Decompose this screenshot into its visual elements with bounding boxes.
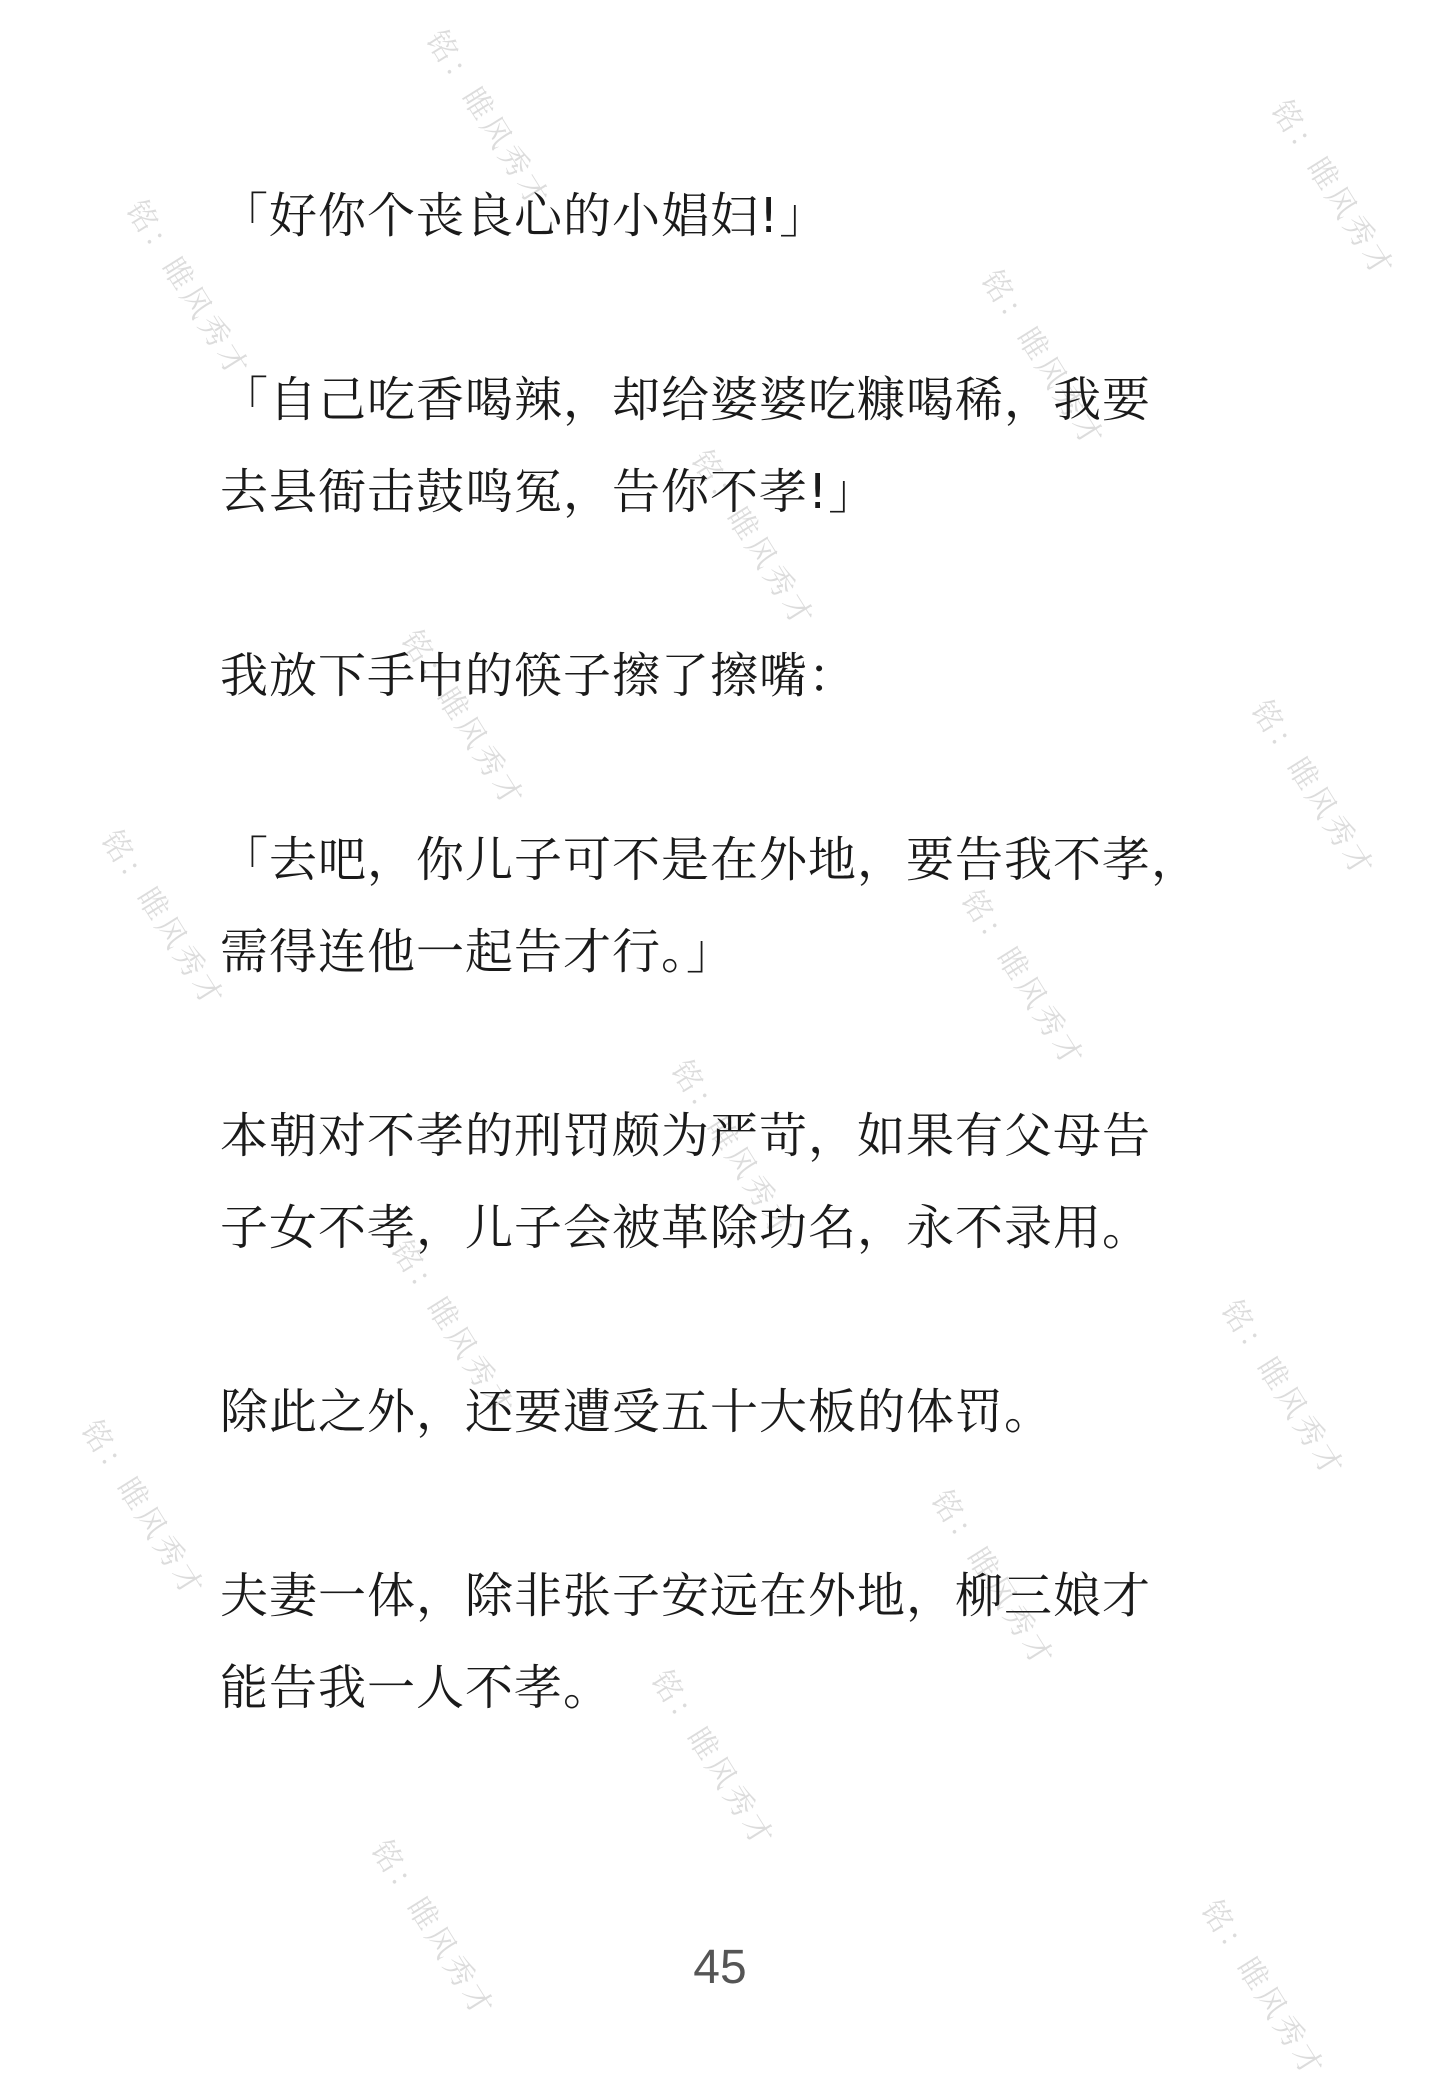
watermark: 铭：睢风秀才 [73,1414,212,1606]
text-line: 需得连他一起告才行。」 [220,924,736,980]
paragraph [220,1366,1240,1458]
watermark: 铭：睢风秀才 [118,194,257,386]
text-line: 「好你个丧良心的小娼妇!」 [220,188,829,244]
article-body [220,170,1240,1734]
watermark: 铭：睢风秀才 [683,444,822,636]
text-line: 「去吧，你儿子可不是在外地，要告我不孝， [220,832,1201,888]
text-line: 本朝对不孝的刑罚颇为严苛，如果有父母告 [220,1108,1152,1164]
paragraph [220,814,1240,998]
text-line: 我放下手中的筷子擦了擦嘴： [220,648,858,704]
text-line: 「自己吃香喝辣，却给婆婆吃糠喝稀，我要 [220,372,1152,428]
text-line: 子女不孝，儿子会被革除功名，永不录用。 [220,1200,1152,1256]
watermark: 铭：睢风秀才 [1243,694,1382,886]
watermark: 铭：睢风秀才 [93,824,232,1016]
paragraph [220,1550,1240,1734]
paragraph [220,354,1240,538]
watermark: 铭：睢风秀才 [1213,1294,1352,1486]
text-line: 去县衙击鼓鸣冤，告你不孝!」 [220,464,878,520]
watermark: 铭：睢风秀才 [643,1664,782,1856]
watermark: 铭：睢风秀才 [1263,94,1402,286]
text-line: 除此之外，还要遭受五十大板的体罚。 [220,1384,1054,1440]
watermark: 铭：睢风秀才 [363,1834,502,2026]
paragraph [220,630,1240,722]
watermark: 铭：睢风秀才 [973,264,1112,456]
watermark: 铭：睢风秀才 [418,24,557,216]
text-line: 能告我一人不孝。 [220,1660,613,1716]
watermark: 铭：睢风秀才 [383,1234,522,1426]
text-line: 夫妻一体，除非张子安远在外地，柳三娘才 [220,1568,1152,1624]
watermark: 铭：睢风秀才 [1193,1894,1332,2086]
paragraph [220,170,1240,262]
paragraph [220,1090,1240,1274]
page-number: 45 [693,1941,747,1994]
watermark: 铭：睢风秀才 [953,884,1092,1076]
watermark: 铭：睢风秀才 [393,624,532,816]
watermark: 铭：睢风秀才 [663,1054,802,1246]
watermark: 铭：睢风秀才 [923,1484,1062,1676]
